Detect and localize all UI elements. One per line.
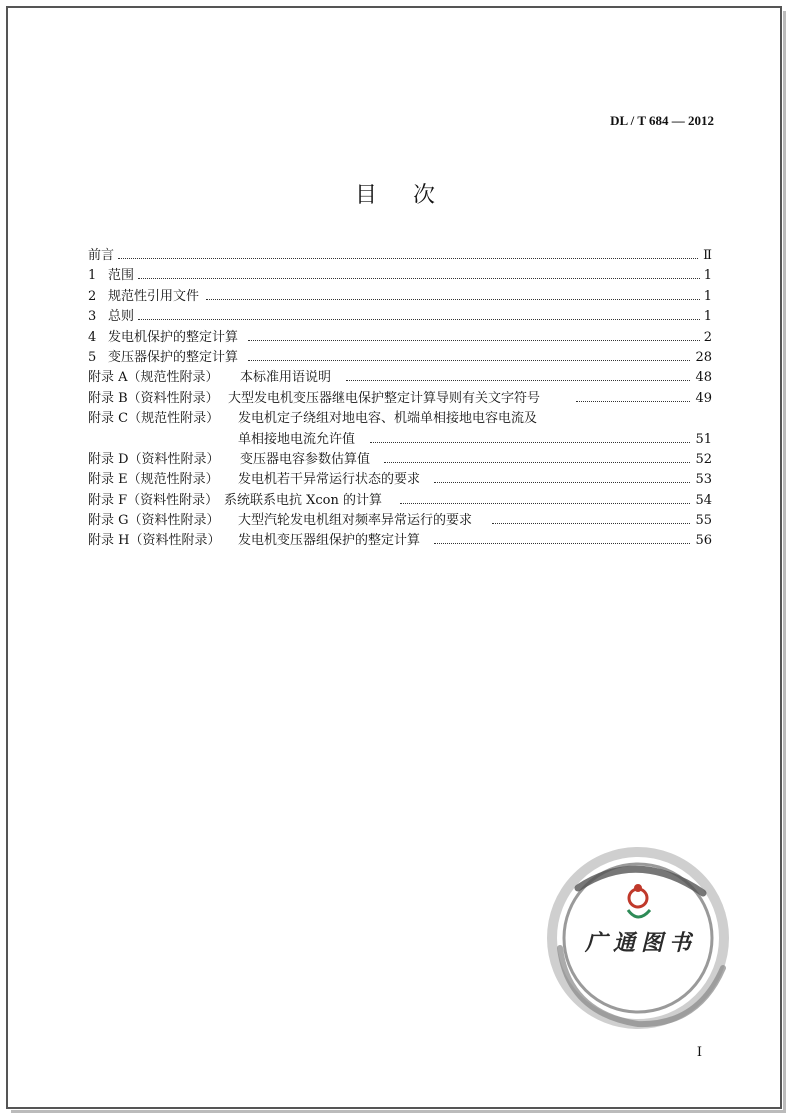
dot-leader <box>576 401 690 402</box>
toc-entry-text: 总则 <box>108 309 135 325</box>
toc-entry-text: 系统联系电抗 Xcon 的计算 <box>224 492 382 508</box>
toc-entry-3[interactable] <box>88 307 712 327</box>
toc-entry-prefix: 附录 D（资料性附录） <box>88 451 220 467</box>
toc-entry-appendix-g[interactable] <box>88 511 712 531</box>
dot-leader <box>434 543 690 544</box>
dot-leader <box>400 503 690 504</box>
dot-leader <box>248 340 700 341</box>
dot-leader <box>434 482 690 483</box>
toc-entry-text: 发电机变压器组保护的整定计算 <box>238 533 421 549</box>
toc-entry-prefix: 附录 E（规范性附录） <box>88 472 219 488</box>
toc-entry-page: 28 <box>695 349 712 365</box>
dot-leader <box>248 360 690 361</box>
dot-leader <box>346 380 690 381</box>
toc-entry-page: Ⅱ <box>703 248 712 263</box>
toc-entry-2[interactable] <box>88 287 712 307</box>
toc-entry-text: 本标准用语说明 <box>240 370 332 386</box>
toc-entry-4[interactable] <box>88 328 712 348</box>
toc-entry-page: 1 <box>703 309 712 325</box>
toc-entry-appendix-c[interactable] <box>88 409 712 429</box>
toc-entry-page: 2 <box>703 329 712 345</box>
toc-entry-prefix: 附录 G（资料性附录） <box>88 513 220 529</box>
dot-leader <box>384 462 690 463</box>
toc-entry-number: 4 <box>88 329 97 345</box>
toc-entry-appendix-h[interactable] <box>88 531 712 551</box>
seal-text: 广通图书 <box>584 930 697 956</box>
toc-entry-page: 52 <box>695 451 712 467</box>
toc-entry-appendix-c-continued[interactable] <box>88 430 712 450</box>
toc-entry-prefix: 附录 A（规范性附录） <box>88 370 219 386</box>
dot-leader <box>138 319 700 320</box>
toc-entry-prefix: 附录 C（规范性附录） <box>88 411 220 427</box>
dot-leader <box>370 442 690 443</box>
document-code: DL / T 684 — 2012 <box>610 113 714 128</box>
toc-entry-page: 53 <box>695 472 712 488</box>
toc-entry-page: 56 <box>695 533 712 549</box>
dot-leader <box>206 299 700 300</box>
toc-entry-foreword[interactable] <box>88 246 712 266</box>
toc-entry-text: 前言 <box>88 248 115 263</box>
toc-entry-page: 54 <box>695 492 712 508</box>
table-of-contents <box>88 246 712 552</box>
toc-entry-text: 变压器电容参数估算值 <box>240 451 371 467</box>
toc-entry-page: 1 <box>703 268 712 284</box>
toc-entry-text: 变压器保护的整定计算 <box>108 349 239 365</box>
toc-entry-appendix-d[interactable] <box>88 450 712 470</box>
toc-entry-text: 范围 <box>108 268 135 284</box>
page-number: I <box>696 1045 702 1060</box>
toc-entry-number: 1 <box>88 268 97 284</box>
toc-title: 目次 <box>354 183 471 208</box>
toc-entry-text: 规范性引用文件 <box>108 288 200 304</box>
toc-entry-text: 发电机定子绕组对地电容、机端单相接地电容电流及 <box>238 411 538 427</box>
dot-leader <box>118 258 698 259</box>
toc-entry-text: 大型汽轮发电机组对频率异常运行的要求 <box>238 513 473 529</box>
dot-leader <box>492 523 690 524</box>
toc-entry-text: 单相接地电流允许值 <box>238 431 356 447</box>
toc-entry-number: 3 <box>88 309 97 325</box>
publisher-seal <box>538 838 738 1038</box>
toc-entry-prefix: 附录 F（资料性附录） <box>88 492 219 508</box>
toc-entry-1[interactable] <box>88 266 712 286</box>
toc-entry-prefix: 附录 B（资料性附录） <box>88 390 219 406</box>
toc-entry-page: 51 <box>695 431 712 447</box>
toc-entry-appendix-e[interactable] <box>88 470 712 490</box>
toc-entry-page: 1 <box>703 288 712 304</box>
toc-entry-text: 发电机若干异常运行状态的要求 <box>238 472 421 488</box>
toc-entry-page: 49 <box>695 390 712 406</box>
toc-entry-appendix-f[interactable] <box>88 491 712 511</box>
toc-entry-text: 大型发电机变压器继电保护整定计算导则有关文字符号 <box>228 390 541 406</box>
toc-entry-number: 5 <box>88 349 97 365</box>
toc-entry-page: 55 <box>695 513 712 529</box>
toc-entry-number: 2 <box>88 288 97 304</box>
toc-entry-appendix-a[interactable] <box>88 368 712 388</box>
toc-entry-text: 发电机保护的整定计算 <box>108 329 239 345</box>
toc-entry-prefix: 附录 H（资料性附录） <box>88 533 221 549</box>
toc-entry-appendix-b[interactable] <box>88 389 712 409</box>
toc-entry-page: 48 <box>695 370 712 386</box>
toc-entry-5[interactable] <box>88 348 712 368</box>
dot-leader <box>138 278 700 279</box>
